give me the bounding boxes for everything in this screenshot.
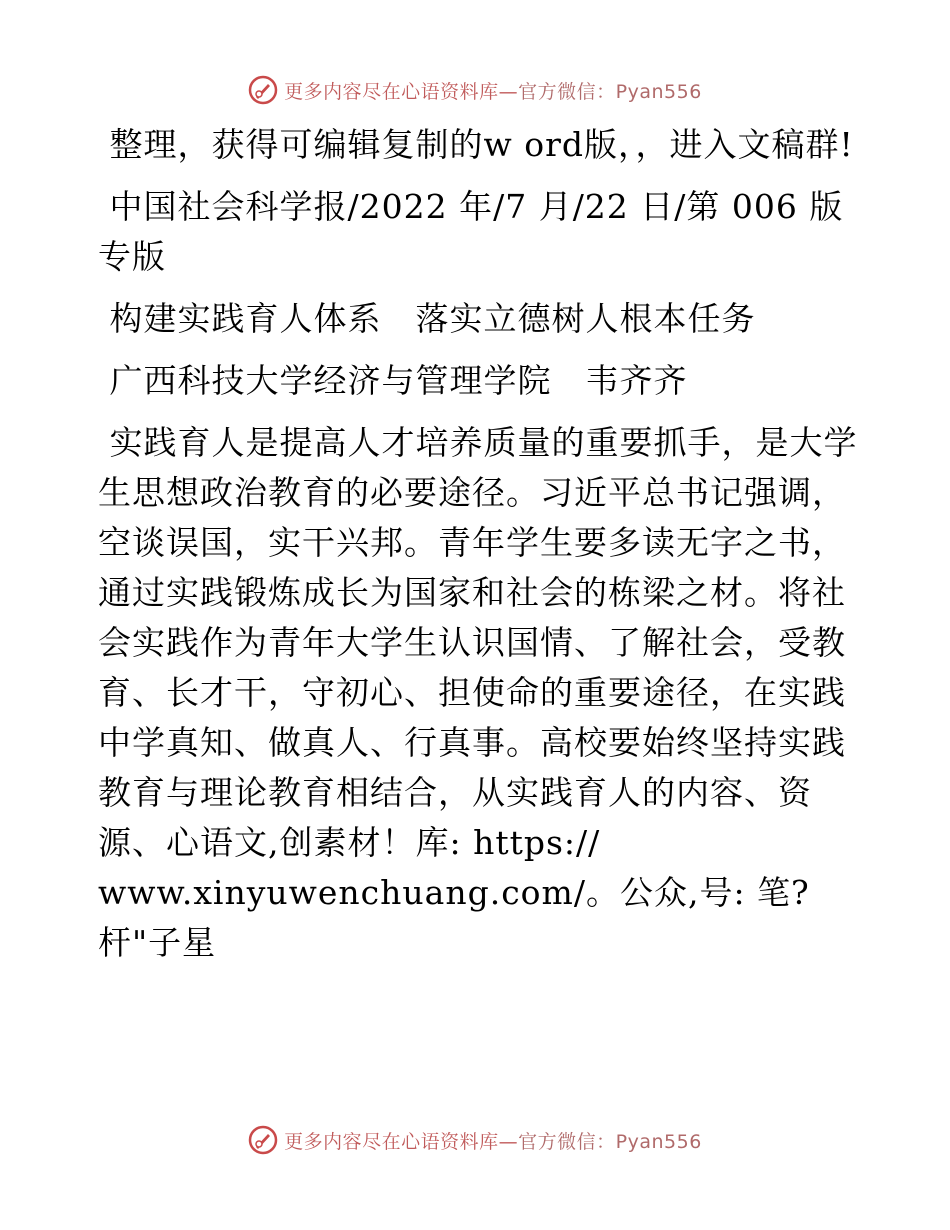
watermark-banner-top: [0, 70, 950, 110]
document-body: [98, 120, 858, 968]
feather-pen-icon: [248, 1125, 278, 1155]
author-line: 广西科技大学经济与管理学院 韦齐齐: [98, 361, 688, 400]
watermark-text: 更多内容尽在心语资料库—官方微信：Pyan556: [284, 1130, 702, 1153]
article-title: 构建实践育人体系 落实立德树人根本任务: [98, 299, 756, 338]
source-line: 中国社会科学报/2022 年/7 月/22 日/第 006 版专版: [98, 187, 844, 276]
intro-line: 整理，获得可编辑复制的w ord版，，进入文稿群!: [98, 125, 854, 164]
watermark-banner-bottom: [0, 1120, 950, 1160]
watermark-text: 更多内容尽在心语资料库—官方微信：Pyan556: [284, 80, 702, 103]
body-paragraph: 实践育人是提高人才培养质量的重要抓手，是大学生思想政治教育的必要途径。习近平总书记强调，空谈误国，实干兴邦。青年学生要多读无字之书，通过实践锻炼成长为国家和社会的栋梁之材。将社会实践作为青年大学生认识国情、了解社会，受教育、长才干，守初心、担使命的重要途径，在实践中学真知、做真人、行真事。高校要始终坚持实践教育与理论教育相结合，从实践育人的内容、资源、心语文,创素材！库: https:// www.xinyuwenchuang.com/。公众,号: 笔?杆"子星: [98, 423, 858, 962]
feather-pen-icon: [248, 75, 278, 105]
